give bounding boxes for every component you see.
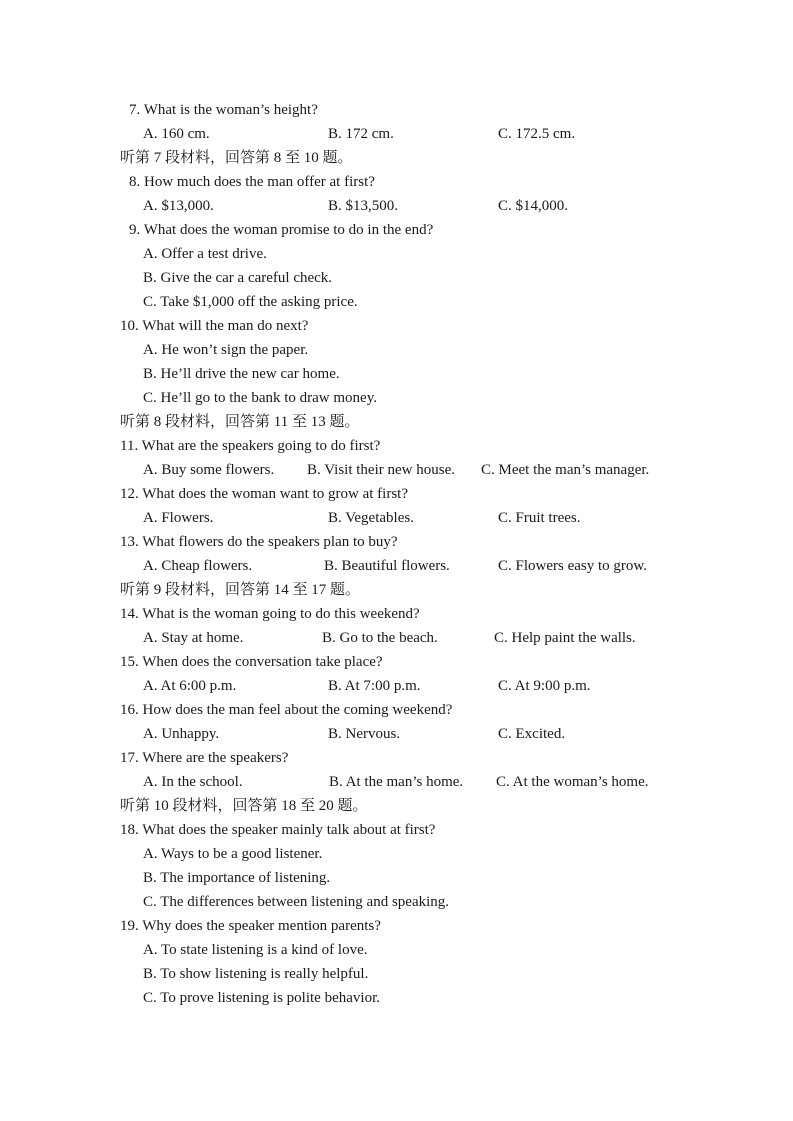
answer-option-b: B. 172 cm. — [328, 126, 394, 142]
question-text: 9. What does the woman promise to do in the end? — [129, 222, 434, 238]
answer-option-c: C. Meet the man’s manager. — [481, 462, 650, 478]
answer-option-b: B. Nervous. — [328, 726, 401, 742]
question-text: 11. What are the speakers going to do first? — [120, 438, 381, 454]
answer-option: A. Ways to be a good listener. — [143, 846, 323, 862]
answer-options-row — [0, 506, 793, 530]
answer-option-b: B. Go to the beach. — [322, 630, 438, 646]
answer-option-b: B. Visit their new house. — [307, 462, 455, 478]
question-text: 19. Why does the speaker mention parents? — [120, 918, 381, 934]
answer-options-row — [0, 194, 793, 218]
answer-option-c: C. Excited. — [498, 726, 566, 742]
answer-option-c: C. At 9:00 p.m. — [498, 678, 591, 694]
answer-option-c: C. Flowers easy to grow. — [498, 558, 648, 574]
question-text: 12. What does the woman want to grow at first? — [120, 486, 408, 502]
answer-option-a: A. 160 cm. — [143, 126, 210, 142]
answer-option-a: A. Buy some flowers. — [143, 462, 275, 478]
answer-option-b: B. Vegetables. — [328, 510, 414, 526]
question-text: 16. How does the man feel about the coming weekend? — [120, 702, 453, 718]
answer-option-b: B. At 7:00 p.m. — [328, 678, 421, 694]
question-text: 17. Where are the speakers? — [120, 750, 289, 766]
answer-options-row — [0, 674, 793, 698]
question-text: 14. What is the woman going to do this weekend? — [120, 606, 420, 622]
answer-option: B. He’ll drive the new car home. — [143, 366, 340, 382]
answer-option: C. To prove listening is polite behavior. — [143, 990, 380, 1006]
answer-option-a: A. Unhappy. — [143, 726, 220, 742]
question-text: 13. What flowers do the speakers plan to buy? — [120, 534, 398, 550]
answer-option: B. To show listening is really helpful. — [143, 966, 369, 982]
answer-option: A. To state listening is a kind of love. — [143, 942, 368, 958]
answer-options-row — [0, 626, 793, 650]
answer-options-row — [0, 554, 793, 578]
answer-option-c: C. At the woman’s home. — [496, 774, 649, 790]
answer-option-a: A. In the school. — [143, 774, 243, 790]
answer-option-c: C. 172.5 cm. — [498, 126, 576, 142]
question-text: 8. How much does the man offer at first? — [129, 174, 375, 190]
answer-option-a: A. At 6:00 p.m. — [143, 678, 237, 694]
answer-option-a: A. $13,000. — [143, 198, 214, 214]
answer-options-row — [0, 122, 793, 146]
answer-option: C. Take $1,000 off the asking price. — [143, 294, 358, 310]
answer-option-c: C. $14,000. — [498, 198, 569, 214]
answer-option: B. Give the car a careful check. — [143, 270, 333, 286]
question-text: 10. What will the man do next? — [120, 318, 309, 334]
answer-option-c: C. Fruit trees. — [498, 510, 581, 526]
answer-option-b: B. $13,500. — [328, 198, 399, 214]
answer-option-a: A. Flowers. — [143, 510, 214, 526]
answer-option: B. The importance of listening. — [143, 870, 331, 886]
question-text: 7. What is the woman’s height? — [129, 102, 318, 118]
answer-option-a: A. Cheap flowers. — [143, 558, 253, 574]
answer-option-c: C. Help paint the walls. — [494, 630, 636, 646]
question-text: 15. When does the conversation take place? — [120, 654, 383, 670]
answer-options-row — [0, 770, 793, 794]
answer-option: A. Offer a test drive. — [143, 246, 267, 262]
section-instruction: 听第 9 段材料，回答第 14 至 17 题。 — [120, 582, 361, 598]
answer-option: A. He won’t sign the paper. — [143, 342, 309, 358]
section-instruction: 听第 10 段材料，回答第 18 至 20 题。 — [120, 798, 368, 814]
question-text: 18. What does the speaker mainly talk about at first? — [120, 822, 436, 838]
section-instruction: 听第 8 段材料，回答第 11 至 13 题。 — [120, 414, 360, 430]
answer-option-a: A. Stay at home. — [143, 630, 244, 646]
answer-option-b: B. At the man’s home. — [329, 774, 464, 790]
section-instruction: 听第 7 段材料，回答第 8 至 10 题。 — [120, 150, 353, 166]
answer-options-row — [0, 458, 793, 482]
answer-options-row — [0, 722, 793, 746]
answer-option: C. The differences between listening and speaking. — [143, 894, 450, 910]
answer-option-b: B. Beautiful flowers. — [324, 558, 450, 574]
answer-option: C. He’ll go to the bank to draw money. — [143, 390, 377, 406]
